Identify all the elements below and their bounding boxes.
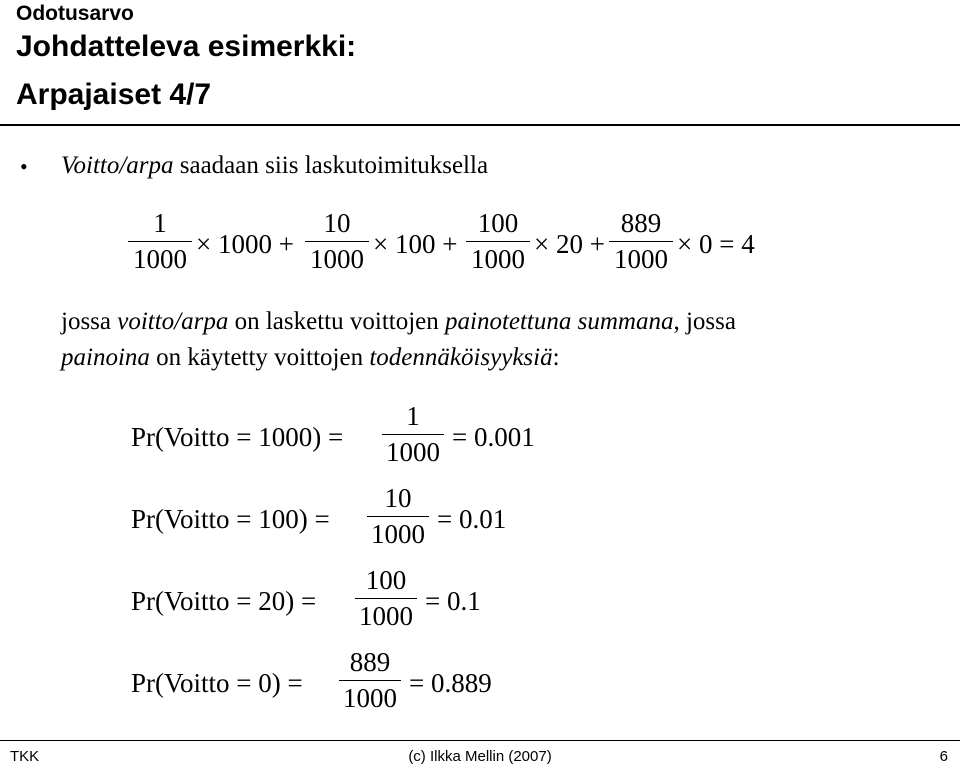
- bullet-rest: saadaan siis laskutoimituksella: [173, 152, 489, 179]
- fraction: [609, 208, 673, 274]
- numerator: 889: [620, 208, 662, 238]
- fraction-bar: [382, 434, 444, 435]
- numerator: 100: [365, 565, 407, 595]
- explanation-line1: jossa voitto/arpa on laskettu voittojen painotettuna summana, jossa: [61, 308, 736, 335]
- probability-lhs: Pr(Voitto = 1000) =: [131, 422, 344, 452]
- fraction: [355, 565, 417, 631]
- probability-lhs: Pr(Voitto = 0) =: [131, 668, 303, 698]
- title-divider: [0, 124, 960, 126]
- probability-rhs: = 0.889: [409, 668, 492, 698]
- fraction-bar: [305, 241, 369, 242]
- fraction-bar: [609, 241, 673, 242]
- fraction-bar: [355, 598, 417, 599]
- fraction: [466, 208, 530, 274]
- probability-rhs: = 0.001: [452, 422, 535, 452]
- denominator: 1000: [133, 244, 187, 274]
- denominator: 1000: [386, 437, 440, 467]
- numerator: 100: [477, 208, 519, 238]
- section-label: Odotusarvo: [16, 2, 134, 25]
- fraction-bar: [466, 241, 530, 242]
- footer-divider: [0, 740, 960, 741]
- footer-left: TKK: [10, 748, 40, 765]
- formula-result: 4: [741, 229, 755, 259]
- footer-center: (c) Ilkka Mellin (2007): [408, 748, 552, 765]
- denominator: 1000: [371, 519, 425, 549]
- term-factor: × 1000 +: [196, 229, 294, 259]
- term-factor: × 0 = 4: [677, 229, 755, 259]
- fraction: [382, 401, 444, 467]
- fraction: [128, 208, 192, 274]
- explanation-line2: painoina on käytetty voittojen todennäköisyyksiä:: [61, 344, 560, 371]
- numerator: 10: [384, 483, 412, 513]
- fraction-bar: [128, 241, 192, 242]
- numerator: 1: [406, 401, 420, 431]
- denominator: 1000: [310, 244, 364, 274]
- fraction: [339, 647, 401, 713]
- probability-rhs: = 0.1: [425, 586, 481, 616]
- fraction: [305, 208, 369, 274]
- denominator: 1000: [614, 244, 668, 274]
- term-factor: × 100 +: [373, 229, 458, 259]
- denominator: 1000: [343, 683, 397, 713]
- probability-lhs: Pr(Voitto = 100) =: [131, 504, 330, 534]
- slide-title-line2: Arpajaiset 4/7: [16, 78, 212, 111]
- term-factor: × 20 +: [534, 229, 605, 259]
- bullet-text: [61, 152, 488, 180]
- term-voitto-arpa: Voitto/arpa: [61, 152, 174, 179]
- numerator: 1: [153, 208, 167, 238]
- slide-title-line1: Johdatteleva esimerkki:: [16, 30, 357, 63]
- denominator: 1000: [471, 244, 525, 274]
- fraction-bar: [367, 516, 429, 517]
- numerator: 889: [349, 647, 391, 677]
- numerator: 10: [323, 208, 351, 238]
- probability-lhs: Pr(Voitto = 20) =: [131, 586, 317, 616]
- bullet-icon: •: [20, 154, 28, 179]
- denominator: 1000: [359, 601, 413, 631]
- fraction-bar: [339, 680, 401, 681]
- page-number: 6: [939, 748, 948, 765]
- fraction: [367, 483, 429, 549]
- probability-rhs: = 0.01: [437, 504, 507, 534]
